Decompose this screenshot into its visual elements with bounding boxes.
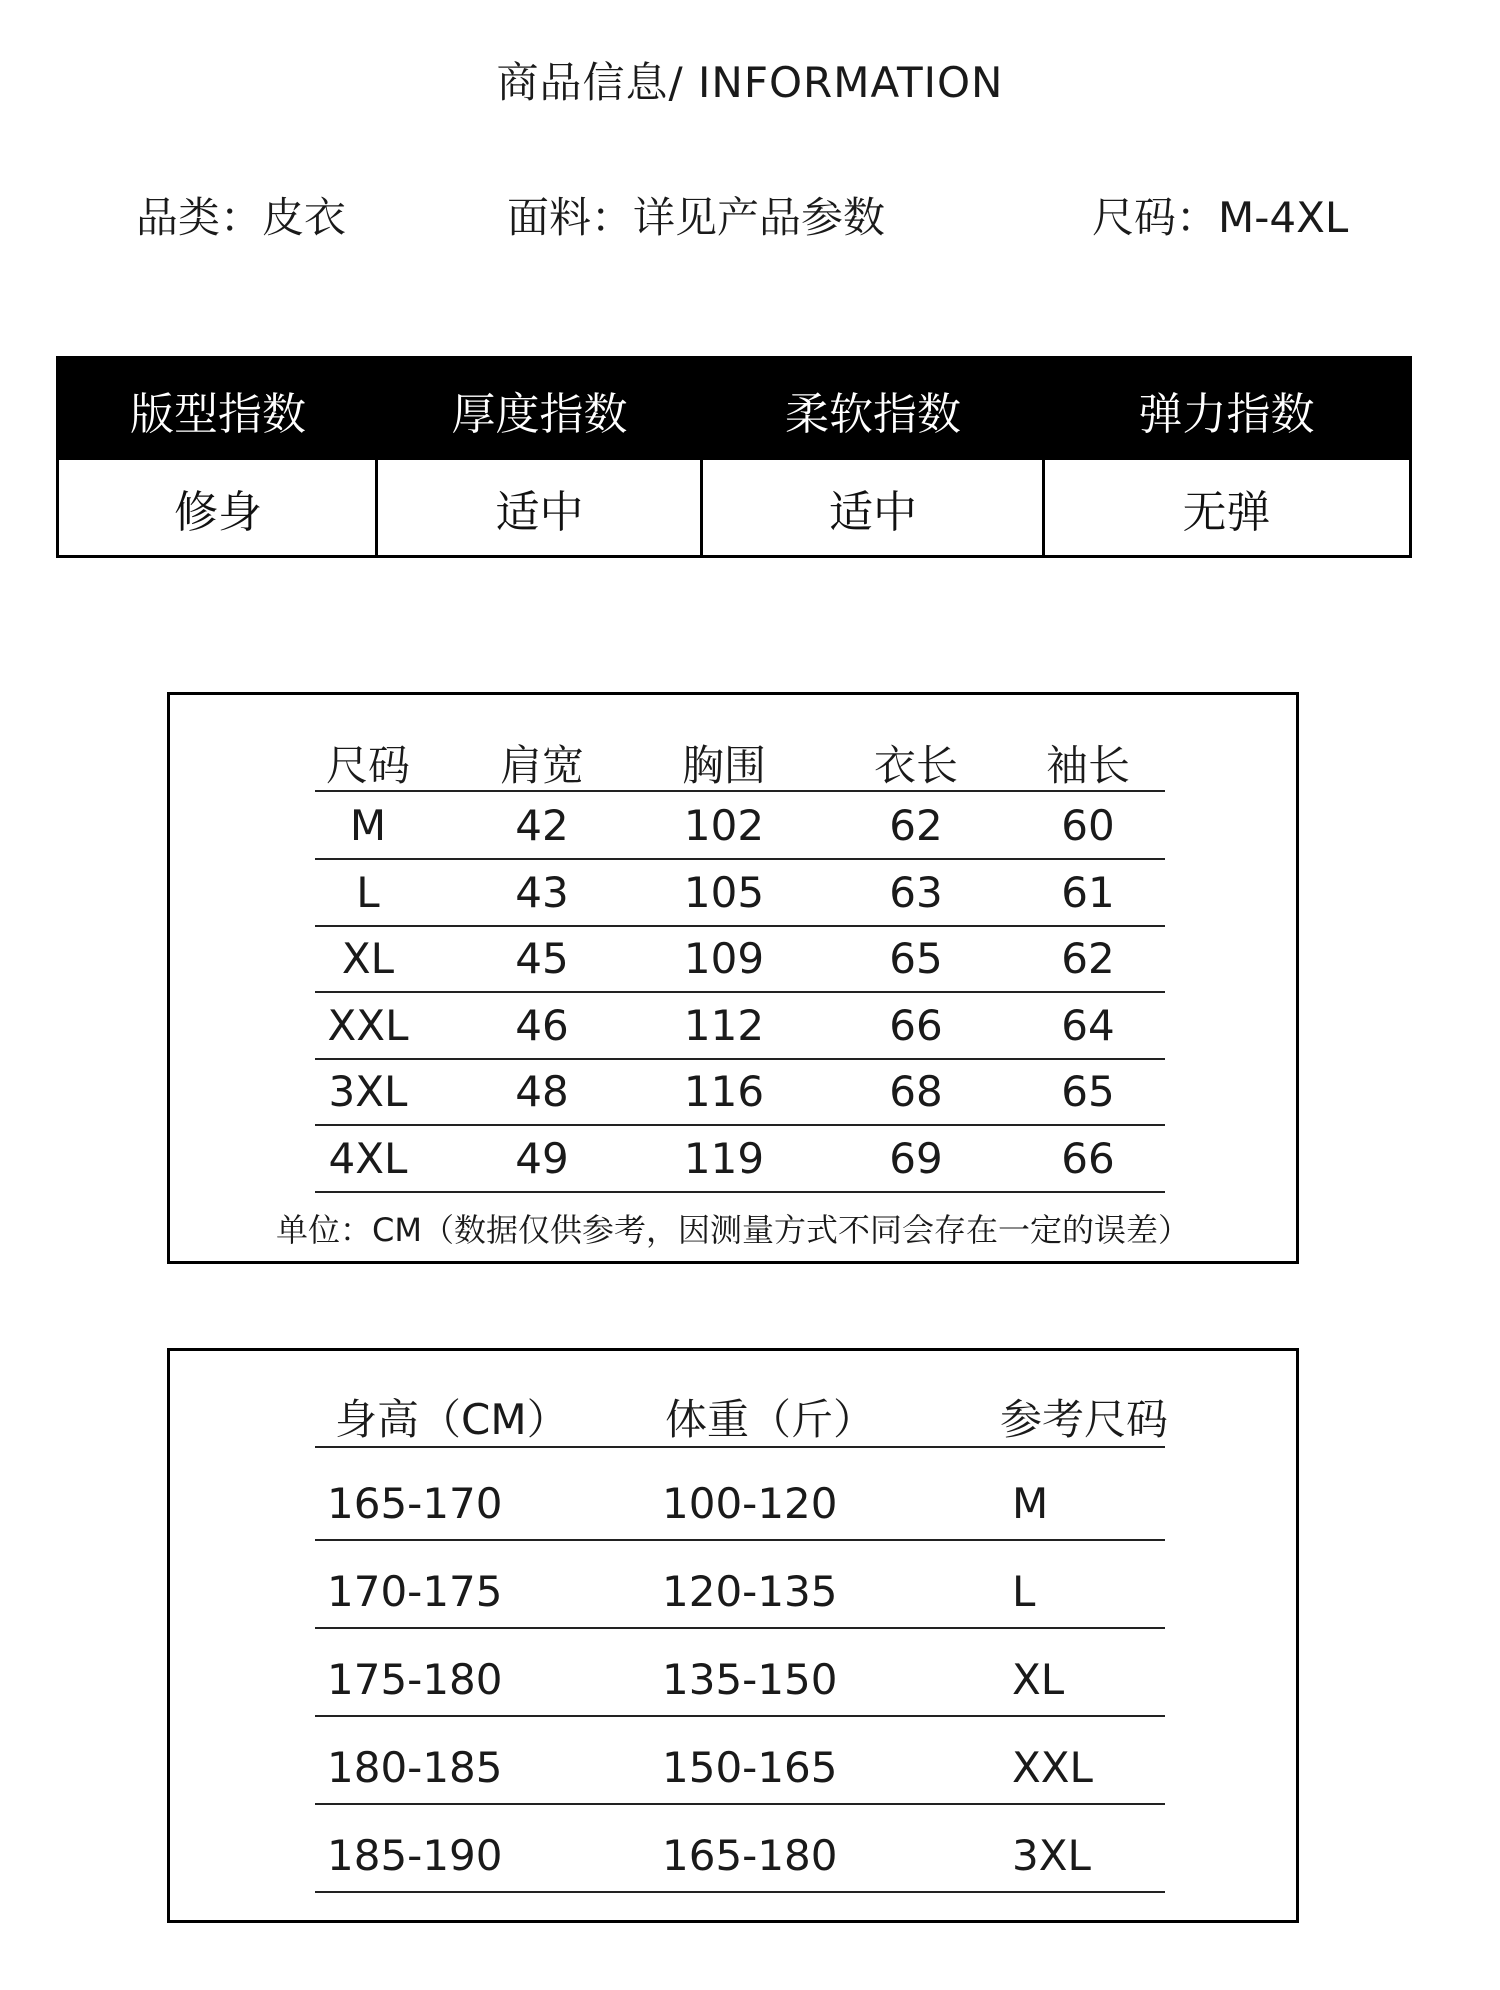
size-cell: L xyxy=(356,867,380,917)
size-cell: 61 xyxy=(1061,867,1115,917)
size-cell: XL xyxy=(341,934,395,983)
size-cell: 105 xyxy=(683,867,765,917)
size-cell: 60 xyxy=(1061,801,1115,850)
size-cell: 65 xyxy=(1061,1067,1115,1116)
index-header-cell: 弹力指数 xyxy=(1138,388,1315,440)
index-header-cell: 厚度指数 xyxy=(451,388,628,440)
column-divider xyxy=(700,460,703,555)
size-cell: 4XL xyxy=(328,1133,408,1183)
size-cell: 63 xyxy=(889,867,943,917)
row-divider xyxy=(315,858,1165,860)
fit-cell: 100-120 xyxy=(662,1479,838,1528)
column-divider xyxy=(375,460,378,555)
row-divider xyxy=(315,1124,1165,1126)
size-cell: 43 xyxy=(515,867,569,917)
index-header-cell: 柔软指数 xyxy=(785,388,961,440)
size-cell: 65 xyxy=(889,934,943,983)
size-cell: 66 xyxy=(1061,1133,1115,1183)
row-divider xyxy=(315,1627,1165,1629)
fit-cell: M xyxy=(1012,1479,1049,1528)
size-cell: 3XL xyxy=(328,1067,408,1116)
fit-cell: 185-190 xyxy=(327,1831,503,1880)
size-cell: 102 xyxy=(683,801,765,850)
row-divider xyxy=(315,1058,1165,1060)
index-value-cell: 适中 xyxy=(829,486,917,538)
index-table-header xyxy=(59,359,1409,460)
fit-cell: XXL xyxy=(1012,1743,1093,1792)
unit-note: 单位：CM（数据仅供参考，因测量方式不同会存在一定的误差） xyxy=(276,1211,1190,1249)
fit-cell: L xyxy=(1012,1567,1036,1616)
size-cell: 69 xyxy=(889,1133,943,1183)
size-range-info: 尺码：M-4XL xyxy=(1092,193,1349,242)
size-cell: 46 xyxy=(515,1000,569,1050)
size-chart-table xyxy=(167,692,1299,1264)
fit-cell: 150-165 xyxy=(662,1743,838,1792)
fit-header-cell: 身高（CM） xyxy=(335,1395,569,1444)
row-divider xyxy=(315,925,1165,927)
page-title: 商品信息/ INFORMATION xyxy=(496,58,1004,107)
size-cell: M xyxy=(349,801,387,850)
size-cell: 49 xyxy=(515,1133,569,1183)
size-cell: 42 xyxy=(515,801,569,850)
size-cell: XXL xyxy=(327,1000,409,1050)
size-header-cell: 肩宽 xyxy=(499,741,585,790)
row-divider xyxy=(315,1891,1165,1893)
index-table xyxy=(56,356,1412,558)
row-divider xyxy=(315,991,1165,993)
size-cell: 116 xyxy=(683,1067,765,1116)
category-info: 品类：皮衣 xyxy=(136,193,347,242)
fit-cell: 170-175 xyxy=(327,1567,503,1616)
fabric-info: 面料：详见产品参数 xyxy=(507,193,886,242)
fit-recommendation-table xyxy=(167,1348,1299,1923)
row-divider xyxy=(315,1715,1165,1717)
fit-cell: 165-170 xyxy=(327,1479,503,1528)
index-value-cell: 适中 xyxy=(495,486,584,538)
row-divider xyxy=(315,1539,1165,1541)
size-cell: 64 xyxy=(1061,1000,1115,1050)
size-cell: 119 xyxy=(683,1133,765,1183)
column-divider xyxy=(1042,460,1045,555)
size-cell: 48 xyxy=(515,1067,569,1116)
fit-cell: 120-135 xyxy=(662,1567,838,1616)
size-cell: 62 xyxy=(1061,934,1115,983)
size-cell: 66 xyxy=(889,1000,943,1050)
fit-header-cell: 体重（斤） xyxy=(665,1395,876,1444)
header-divider xyxy=(315,1446,1165,1448)
size-header-cell: 尺码 xyxy=(325,741,411,790)
fit-cell: 175-180 xyxy=(327,1655,503,1704)
size-header-cell: 衣长 xyxy=(873,741,959,790)
size-header-cell: 袖长 xyxy=(1045,741,1131,790)
fit-cell: 180-185 xyxy=(327,1743,503,1792)
size-cell: 112 xyxy=(683,1000,765,1050)
fit-header-cell: 参考尺码 xyxy=(1000,1395,1169,1444)
index-value-cell: 无弹 xyxy=(1182,486,1271,538)
fit-cell: 135-150 xyxy=(662,1655,838,1704)
fit-cell: 3XL xyxy=(1012,1831,1091,1880)
index-table-values xyxy=(59,460,1409,555)
row-divider xyxy=(315,1191,1165,1193)
size-header-cell: 胸围 xyxy=(681,741,767,790)
size-cell: 109 xyxy=(683,934,765,983)
size-cell: 45 xyxy=(515,934,569,983)
index-header-cell: 版型指数 xyxy=(130,388,306,440)
index-value-cell: 修身 xyxy=(174,486,262,538)
fit-cell: 165-180 xyxy=(662,1831,838,1880)
size-cell: 68 xyxy=(889,1067,943,1116)
row-divider xyxy=(315,1803,1165,1805)
fit-cell: XL xyxy=(1012,1655,1065,1704)
size-cell: 62 xyxy=(889,801,943,850)
info-row xyxy=(0,185,1500,245)
